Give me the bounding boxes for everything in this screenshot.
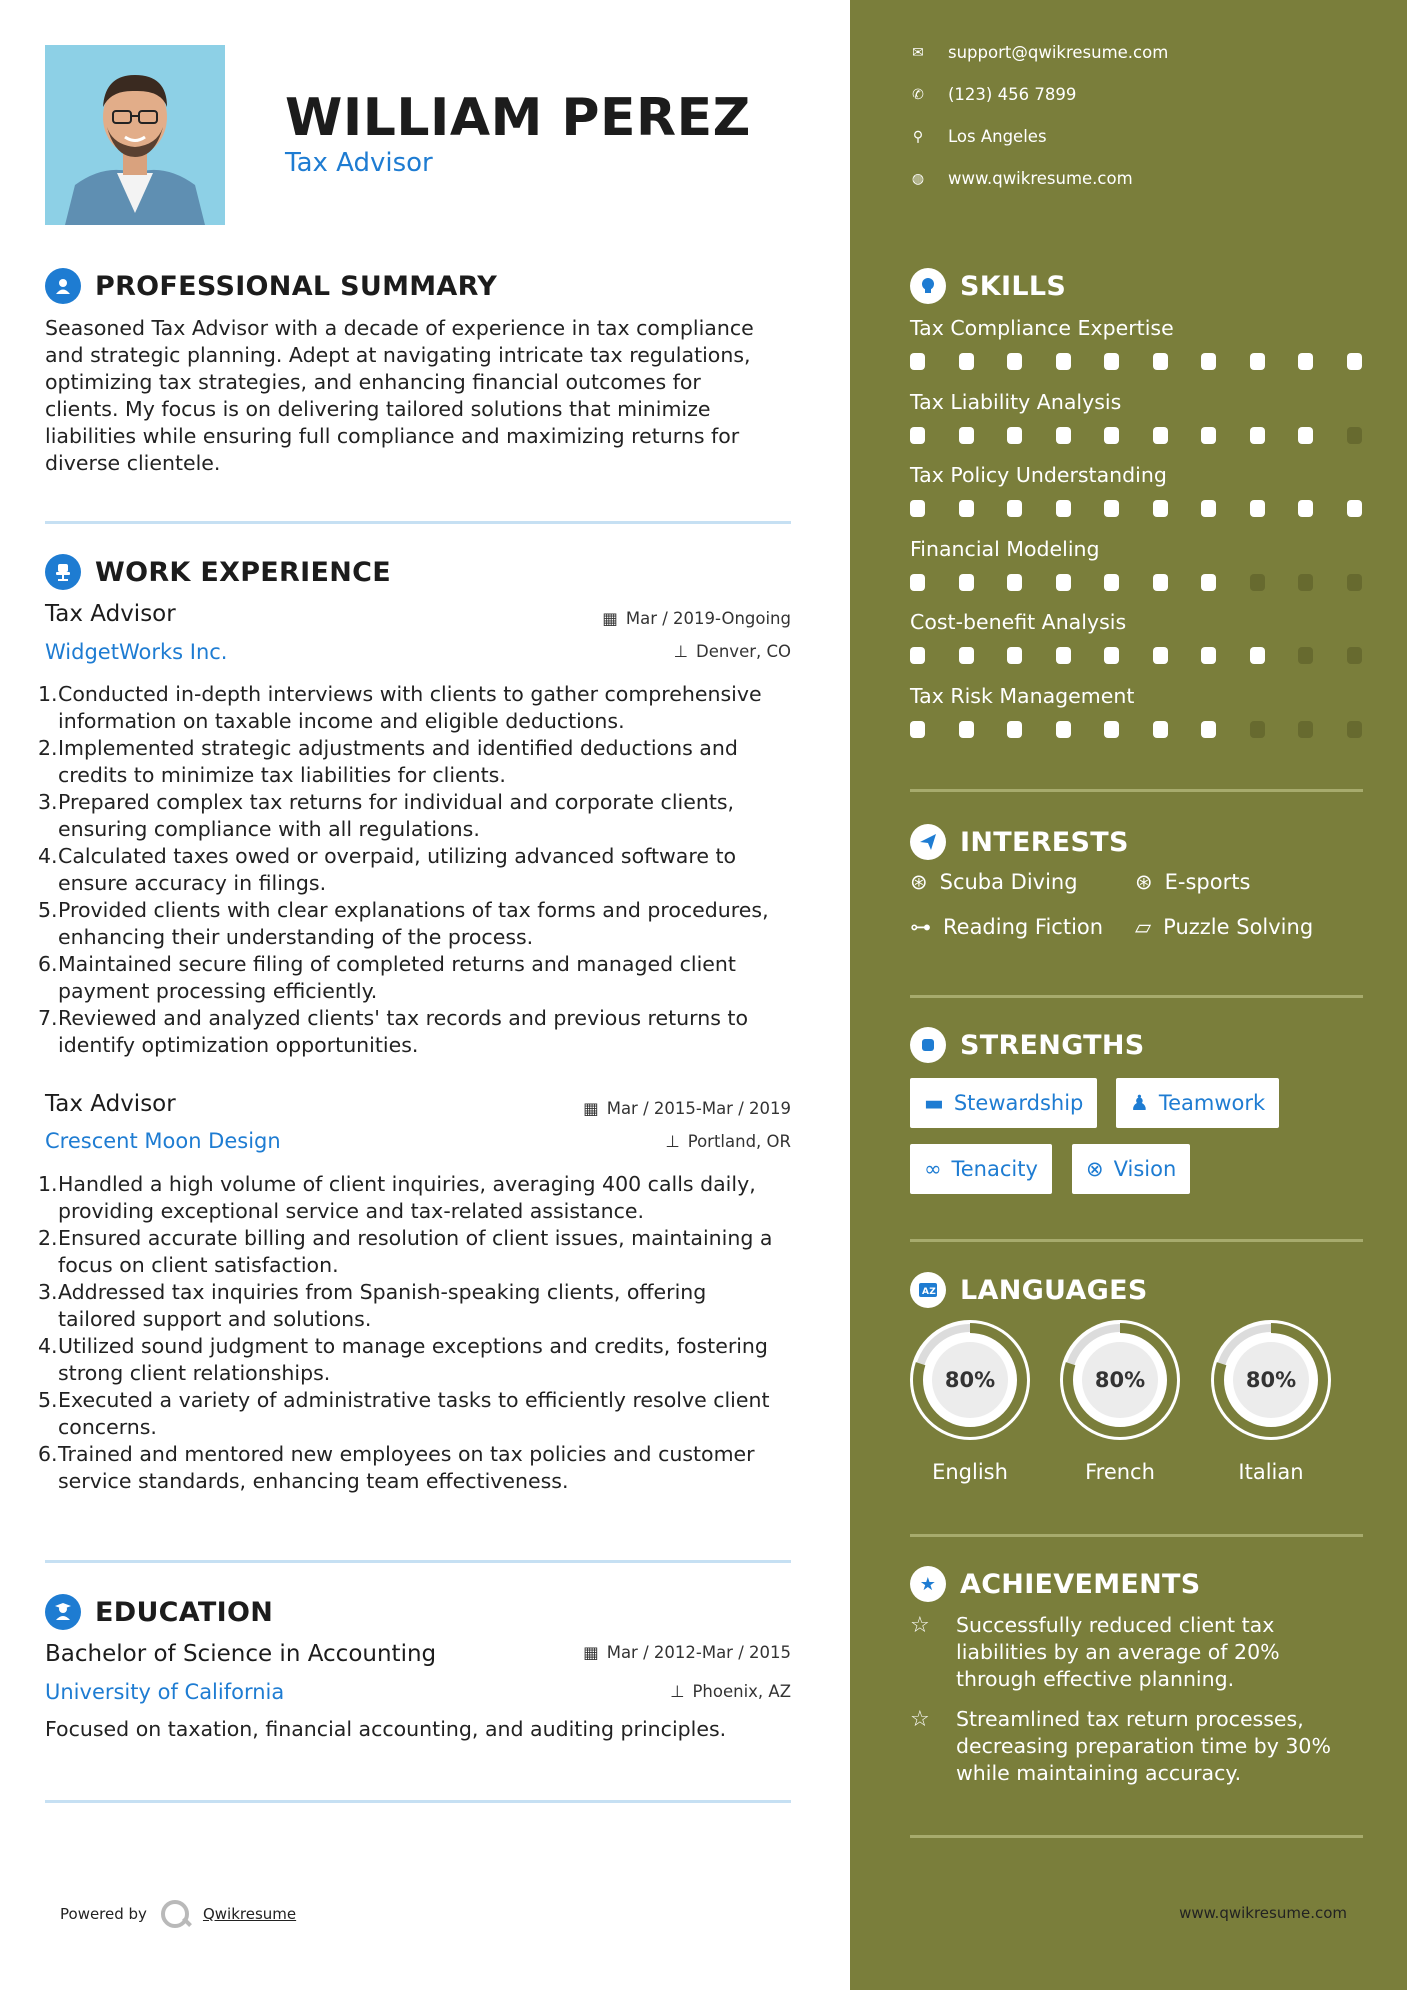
skill-dot (910, 721, 925, 738)
skill-dot (910, 647, 925, 664)
skill-rating (910, 427, 1362, 444)
section-divider (910, 1534, 1363, 1537)
job-location: ⊥ Denver, CO (673, 642, 791, 661)
section-divider (910, 1835, 1363, 1838)
calendar-icon: ▦ (583, 1643, 599, 1662)
skill-dot (1347, 500, 1362, 517)
list-item: 3. Addressed tax inquiries from Spanish-speaking clients, offering tailored support and solutions. (38, 1280, 707, 1331)
section-divider (45, 1560, 791, 1563)
skill-rating (910, 500, 1362, 517)
skill-dot (1347, 647, 1362, 664)
skill-dot (1250, 721, 1265, 738)
strength-tag: ∞ Tenacity (910, 1144, 1052, 1194)
list-item: 4. Utilized sound judgment to manage exceptions and credits, fostering strong client relationships. (38, 1334, 768, 1385)
lifebuoy-icon: ⊛ (1135, 870, 1153, 894)
language-item (910, 1320, 1030, 1484)
skills-heading: SKILLS (910, 268, 1066, 304)
company-name: WidgetWorks Inc. (45, 640, 228, 664)
skill-dot (1104, 574, 1119, 591)
skill-dot (959, 353, 974, 370)
strength-tag: ⊗ Vision (1072, 1144, 1190, 1194)
skill-dot (1153, 647, 1168, 664)
calendar-icon: ▦ (583, 1099, 599, 1118)
summary-text: Seasoned Tax Advisor with a decade of experience in tax compliance and strategic planning. Adept at navigating intricate tax regulations, optimizing tax strategies, and enhancing financial outcomes for clients. My focus is on delivering tailored solutions that minimize liabilities while ensuring full compliance and maximizing returns for diverse clientele. (45, 316, 754, 475)
map-pin-icon: ⚲ (912, 128, 924, 145)
paper-plane-icon (910, 824, 946, 860)
skill-dot (1347, 427, 1362, 444)
skill-dot (1056, 427, 1071, 444)
skill-rating (910, 353, 1362, 370)
language-percent: 80% (1245, 1368, 1297, 1392)
skill-dot (1153, 427, 1168, 444)
profile-photo (45, 45, 225, 225)
skill-dot (1298, 427, 1313, 444)
skill-dot (1056, 721, 1071, 738)
globe-icon: ◍ (911, 170, 925, 187)
skill-rating (910, 721, 1362, 738)
contact-phone[interactable]: ✆ (123) 456 7899 (910, 85, 1076, 104)
strength-tag: ▬ Stewardship (910, 1078, 1097, 1128)
skill-dot (1153, 574, 1168, 591)
skill-dot (1250, 427, 1265, 444)
qwikresume-logo-icon (161, 1900, 189, 1928)
interests-heading: INTERESTS (910, 824, 1129, 860)
skill-dot (1298, 647, 1313, 664)
education-note: Focused on taxation, financial accounting, and auditing principles. (45, 1717, 727, 1741)
skill-rating (910, 574, 1362, 591)
language-ring (1060, 1320, 1180, 1440)
office-chair-icon (45, 554, 81, 590)
skill-name: Tax Compliance Expertise (910, 316, 1174, 340)
skill-dot (1007, 353, 1022, 370)
language-item (1060, 1320, 1180, 1484)
list-item: 4. Calculated taxes owed or overpaid, utilizing advanced software to ensure accuracy in filings. (38, 844, 737, 895)
language-percent: 80% (1094, 1368, 1146, 1392)
skill-name: Tax Liability Analysis (910, 389, 1122, 414)
skill-dot (1007, 574, 1022, 591)
skill-name: Financial Modeling (910, 536, 1100, 561)
degree-title: Bachelor of Science in Accounting (45, 1641, 437, 1667)
skill-dot (1104, 721, 1119, 738)
skill-dot (1201, 427, 1216, 444)
skill-dot (1104, 353, 1119, 370)
lightbulb-icon (910, 268, 946, 304)
work-heading: WORK EXPERIENCE (45, 554, 391, 590)
footer-website[interactable]: www.qwikresume.com (1179, 1904, 1347, 1922)
section-divider (45, 521, 791, 524)
section-divider (45, 1800, 791, 1803)
achievement-item: ☆ Successfully reduced client tax liabilities by an average of 20% through effective planning. (910, 1613, 1280, 1691)
skill-dot (1153, 500, 1168, 517)
skill-dot (1007, 647, 1022, 664)
skill-dot (1298, 574, 1313, 591)
pin-icon: ⊥ (670, 1682, 685, 1701)
user-icon (45, 268, 81, 304)
skill-dot (1104, 500, 1119, 517)
skill-dot (1007, 427, 1022, 444)
section-divider (910, 1239, 1363, 1242)
section-divider (910, 789, 1363, 792)
pin-icon: ⊥ (665, 1132, 680, 1151)
job-title: Tax Advisor (45, 1091, 176, 1117)
job-location: ⊥ Portland, OR (665, 1132, 791, 1151)
achievements-heading: ★ ACHIEVEMENTS (910, 1566, 1201, 1602)
language-ring (910, 1320, 1030, 1440)
skill-dot (1298, 353, 1313, 370)
skill-dot (1250, 500, 1265, 517)
skill-rating (910, 647, 1362, 664)
skill-dot (1347, 353, 1362, 370)
link-icon: ∞ (924, 1157, 942, 1181)
skill-dot (1201, 647, 1216, 664)
skill-dot (959, 721, 974, 738)
contact-website[interactable]: ◍ www.qwikresume.com (911, 169, 1133, 188)
skill-name: Tax Policy Understanding (910, 463, 1167, 487)
skill-dot (1056, 500, 1071, 517)
strength-tag: ♟ Teamwork (1116, 1078, 1279, 1128)
briefcase-icon: ▬ (924, 1091, 944, 1115)
envelope-icon: ✉ (912, 44, 924, 61)
skill-dot (1250, 647, 1265, 664)
skill-dot (1201, 353, 1216, 370)
languages-heading: AZ LANGUAGES (910, 1272, 1148, 1308)
skill-dot (1201, 721, 1216, 738)
language-name: English (932, 1460, 1008, 1484)
skill-dot (959, 427, 974, 444)
skill-dot (910, 353, 925, 370)
education-dates: ▦ Mar / 2012-Mar / 2015 (583, 1643, 791, 1662)
lifebuoy-icon: ⊛ (910, 870, 928, 894)
qwikresume-link[interactable]: Qwikresume (202, 1905, 297, 1923)
list-item: 5. Provided clients with clear explanations of tax forms and procedures, enhancing their understanding of the process. (38, 898, 769, 949)
contact-location: ⚲ Los Angeles (910, 127, 1047, 146)
users-icon: ♟ (1130, 1091, 1149, 1115)
gamepad-icon: ⊶ (910, 915, 931, 939)
skill-dot (1201, 574, 1216, 591)
skill-dot (910, 427, 925, 444)
fist-icon (910, 1027, 946, 1063)
list-item: 3. Prepared complex tax returns for individual and corporate clients, ensuring compliance with all regulations. (38, 790, 735, 841)
skill-dot (959, 500, 974, 517)
education-location: ⊥ Phoenix, AZ (670, 1682, 791, 1701)
skill-dot (1104, 647, 1119, 664)
interest-item: ⊛ E-sports (1135, 870, 1251, 894)
job-dates: ▦ Mar / 2019-Ongoing (602, 609, 791, 628)
job-title: Tax Advisor (45, 601, 176, 627)
skill-dot (910, 574, 925, 591)
list-item: 2. Ensured accurate billing and resolution of client issues, maintaining a focus on client satisfaction. (38, 1226, 773, 1277)
candidate-role: Tax Advisor (285, 148, 433, 178)
skill-dot (1056, 353, 1071, 370)
translate-icon (910, 1272, 946, 1308)
language-percent: 80% (944, 1368, 996, 1392)
skill-dot (1250, 574, 1265, 591)
company-name: Crescent Moon Design (45, 1129, 281, 1153)
skill-dot (959, 647, 974, 664)
skill-dot (1347, 574, 1362, 591)
phone-icon: ✆ (912, 86, 924, 103)
binoculars-icon: ⊗ (1086, 1157, 1104, 1181)
powered-by: Powered by Qwikresume (60, 1900, 296, 1928)
skill-name: Tax Risk Management (910, 683, 1135, 708)
pin-icon: ⊥ (673, 642, 688, 661)
list-item: 7. Reviewed and analyzed clients' tax records and previous returns to identify optimization opportunities. (38, 1006, 748, 1057)
skill-dot (1298, 721, 1313, 738)
skill-dot (1104, 427, 1119, 444)
shooting-star-icon: ☆ (910, 1707, 930, 1732)
interest-item: ▱ Puzzle Solving (1135, 915, 1314, 939)
skill-dot (1056, 574, 1071, 591)
skill-dot (1201, 500, 1216, 517)
graduate-icon (45, 1594, 81, 1630)
skill-dot (1153, 721, 1168, 738)
education-heading: EDUCATION (45, 1594, 273, 1630)
skill-dot (1007, 500, 1022, 517)
achievement-item: ☆ Streamlined tax return processes, decreasing preparation time by 30% while maintaining accuracy. (910, 1707, 1331, 1785)
school-name: University of California (45, 1680, 285, 1704)
language-item (1211, 1320, 1331, 1484)
shooting-star-icon: ☆ (910, 1613, 930, 1638)
skill-dot (1347, 721, 1362, 738)
skill-dot (959, 574, 974, 591)
skill-dot (1250, 353, 1265, 370)
interest-item: ⊶ Reading Fiction (910, 915, 1104, 939)
section-divider (910, 995, 1363, 998)
job-duties (38, 681, 800, 1059)
list-item: 1. Handled a high volume of client inquiries, averaging 400 calls daily, providing exceptional service and tax-related assistance. (38, 1172, 756, 1223)
contact-email[interactable]: ✉ support@qwikresume.com (910, 43, 1168, 62)
skill-dot (1153, 353, 1168, 370)
svg-text:AZ: AZ (922, 1287, 937, 1297)
strengths-heading: STRENGTHS (910, 1027, 1145, 1063)
summary-heading: PROFESSIONAL SUMMARY (45, 268, 497, 304)
list-item: 6. Maintained secure filing of completed returns and managed client payment processing efficiently. (38, 952, 736, 1003)
interest-item: ⊛ Scuba Diving (910, 870, 1078, 894)
language-name: Italian (1238, 1460, 1304, 1484)
list-item: 2. Implemented strategic adjustments and identified deductions and credits to minimize tax liabilities for clients. (38, 736, 738, 787)
book-icon: ▱ (1135, 915, 1152, 939)
skill-dot (910, 500, 925, 517)
star-badge-icon: ★ (910, 1566, 946, 1602)
calendar-icon: ▦ (602, 609, 618, 628)
skill-name: Cost-benefit Analysis (910, 610, 1127, 634)
language-ring (1211, 1320, 1331, 1440)
job-duties (38, 1171, 800, 1495)
language-name: French (1085, 1460, 1155, 1484)
job-dates: ▦ Mar / 2015-Mar / 2019 (583, 1099, 791, 1118)
skill-dot (1056, 647, 1071, 664)
list-item: 1. Conducted in-depth interviews with clients to gather comprehensive information on taxable income and eligible deductions. (38, 682, 762, 733)
candidate-name: WILLIAM PEREZ (285, 88, 751, 148)
skill-dot (1007, 721, 1022, 738)
list-item: 6. Trained and mentored new employees on tax policies and customer service standards, enhancing team effectiveness. (38, 1442, 755, 1493)
list-item: 5. Executed a variety of administrative tasks to efficiently resolve client concerns. (38, 1388, 770, 1439)
skill-dot (1298, 500, 1313, 517)
